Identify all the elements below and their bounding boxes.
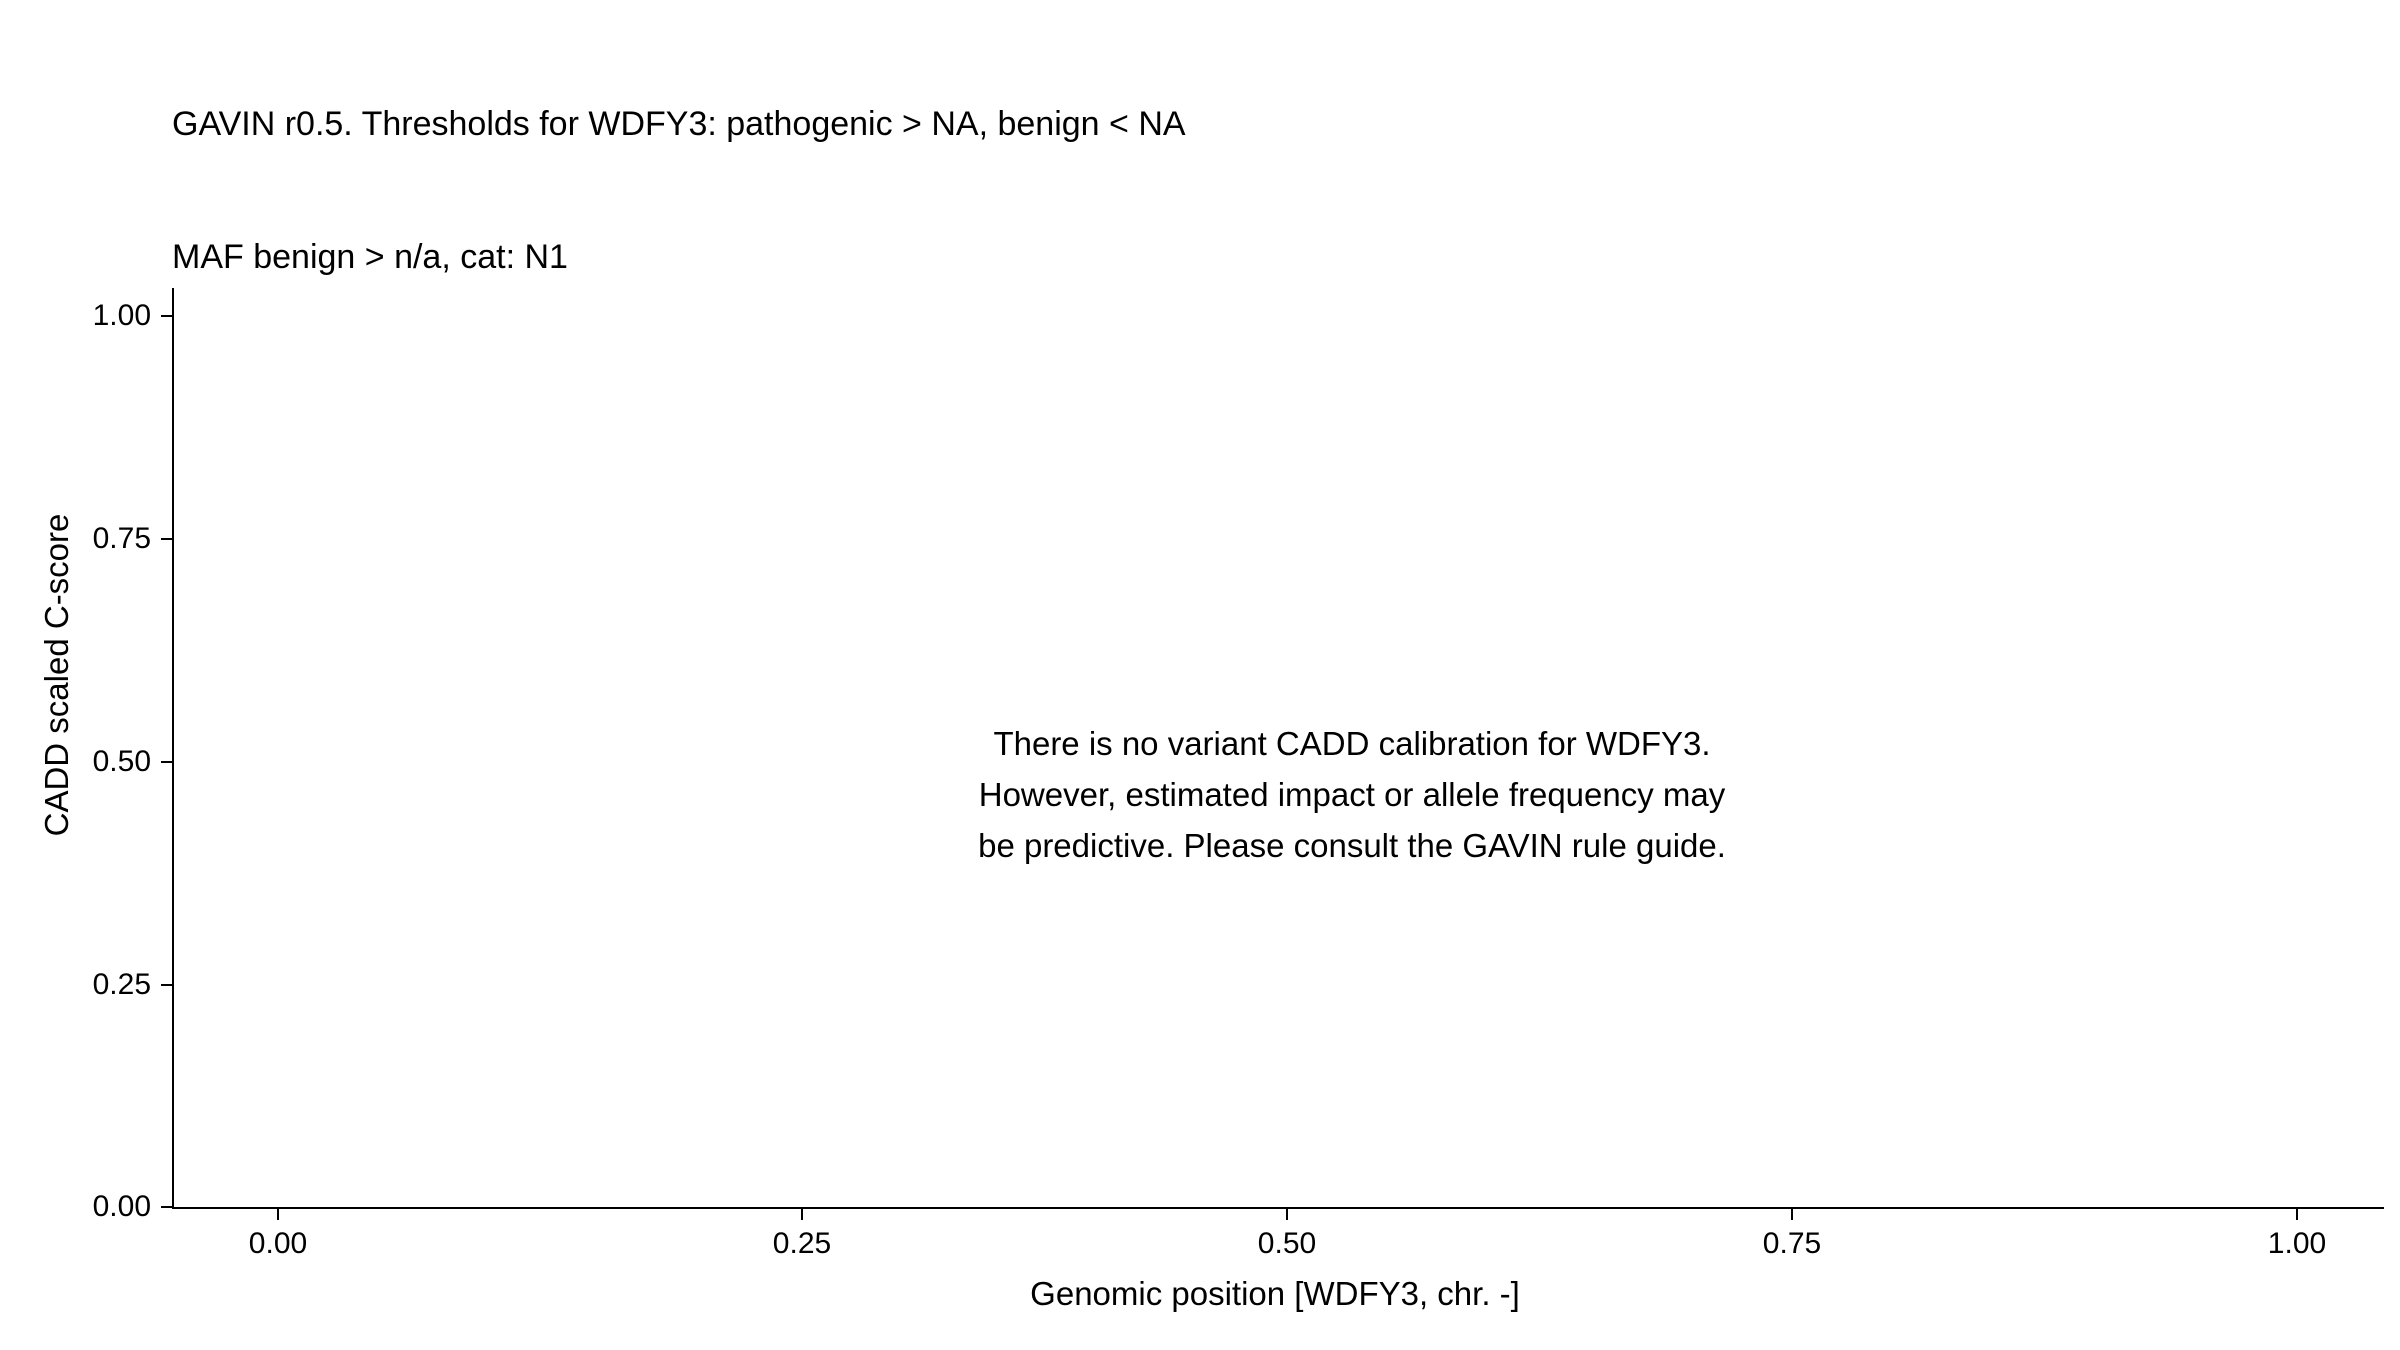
y-tick-label-0.75: 0.75 (92, 522, 151, 555)
y-tick-mark-0.25 (161, 984, 172, 986)
y-tick-label-0.50: 0.50 (92, 745, 151, 778)
y-tick-mark-0.50 (161, 761, 172, 763)
y-tick-label-0.00: 0.00 (92, 1190, 151, 1223)
y-tick-mark-0.00 (161, 1206, 172, 1208)
y-tick-label-1.00: 1.00 (92, 299, 151, 332)
chart-title-line-2: MAF benign > n/a, cat: N1 (172, 237, 568, 276)
x-tick-mark-0.75 (1791, 1209, 1793, 1220)
chart-title-line-1: GAVIN r0.5. Thresholds for WDFY3: pathogenic > NA, benign < NA (172, 105, 1186, 144)
panel-annotation-line-1: There is no variant CADD calibration for WDFY3. (993, 725, 1711, 762)
x-tick-mark-0.25 (801, 1209, 803, 1220)
y-tick-mark-0.75 (161, 538, 172, 540)
x-tick-label-1.00: 1.00 (2267, 1227, 2327, 1260)
x-tick-mark-1.00 (2296, 1209, 2298, 1220)
x-tick-label-0.75: 0.75 (1762, 1227, 1822, 1260)
plot-panel (172, 288, 2384, 1208)
y-tick-label-0.25: 0.25 (92, 968, 151, 1001)
y-axis-line (172, 288, 174, 1208)
x-tick-mark-0.50 (1286, 1209, 1288, 1220)
x-axis-line (172, 1207, 2384, 1209)
panel-annotation-line-2: However, estimated impact or allele frequency may (978, 776, 1726, 814)
y-axis-title: CADD scaled C-score (38, 513, 75, 837)
x-axis-title: Genomic position [WDFY3, chr. -] (1030, 1275, 1520, 1312)
panel-annotation-line-3: be predictive. Please consult the GAVIN rule guide. (978, 827, 1726, 865)
x-tick-label-0.25: 0.25 (772, 1227, 832, 1260)
x-tick-mark-0.00 (277, 1209, 279, 1220)
y-tick-mark-1.00 (161, 315, 172, 317)
x-tick-label-0.50: 0.50 (1257, 1227, 1317, 1260)
panel-annotation (692, 718, 2012, 871)
x-tick-label-0.00: 0.00 (248, 1227, 308, 1260)
